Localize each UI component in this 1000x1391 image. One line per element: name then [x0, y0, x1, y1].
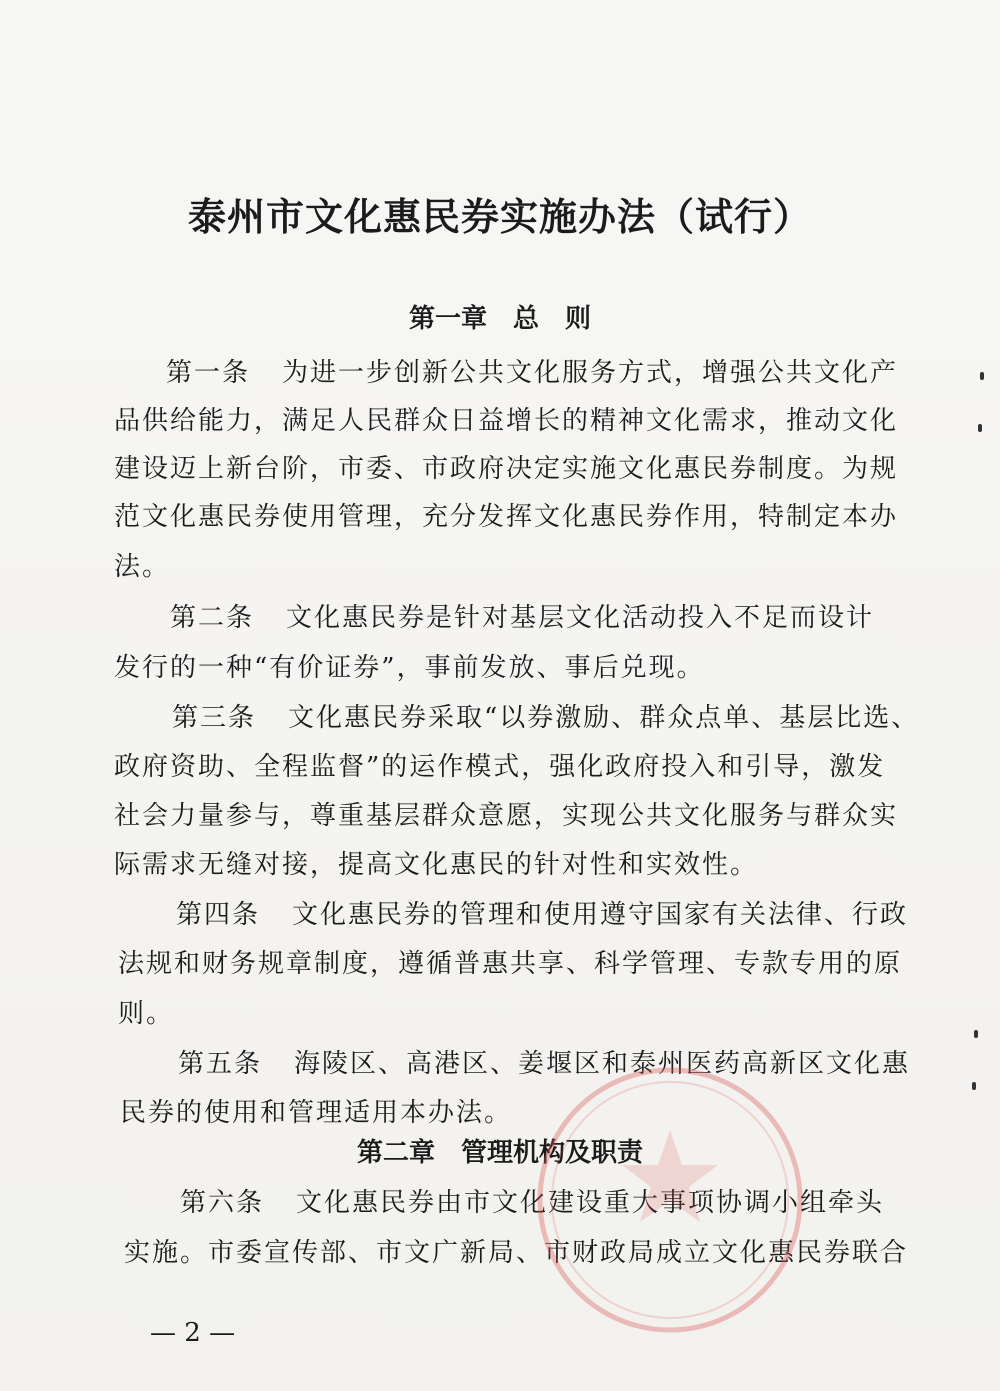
article-4-line-3: 则。 [118, 999, 175, 1029]
article-2-line-2: 发行的一种“有价证券”，事前发放、事后兑现。 [114, 653, 705, 683]
official-seal-stamp [520, 1060, 820, 1360]
page-number: — 2 — [150, 1318, 236, 1348]
article-6-text-1: 文化惠民券由市文化建设重大事项协调小组牵头 [296, 1188, 885, 1218]
margin-speck [978, 424, 982, 432]
article-6-label: 第六条 [180, 1188, 265, 1218]
article-5-text-1: 海陵区、高港区、姜堰区和泰州医药高新区文化惠 [294, 1049, 911, 1079]
chapter-1-heading: 第一章 总 则 [408, 304, 591, 334]
article-1-line-3: 建设迈上新台阶，市委、市政府决定实施文化惠民券制度。为规 [114, 454, 899, 484]
article-2-text-1: 文化惠民券是针对基层文化活动投入不足而设计 [286, 603, 875, 633]
article-3-text-1: 文化惠民券采取“以券激励、群众点单、基层比选、 [288, 703, 920, 733]
article-4-line-1 [176, 894, 908, 931]
chapter-2-heading: 第二章 管理机构及职责 [356, 1138, 643, 1168]
margin-speck [980, 372, 984, 380]
article-3-line-1 [172, 697, 919, 734]
margin-speck [974, 1030, 978, 1038]
article-2-label: 第二条 [170, 603, 255, 633]
article-3-line-4: 际需求无缝对接，提高文化惠民的针对性和实效性。 [114, 850, 759, 880]
article-1-line-4: 范文化惠民券使用管理，充分发挥文化惠民券作用，特制定本办 [114, 502, 899, 532]
article-4-text-1: 文化惠民券的管理和使用遵守国家有关法律、行政 [292, 900, 909, 930]
article-4-label: 第四条 [176, 900, 261, 930]
article-6-line-2: 实施。市委宣传部、市文广新局、市财政局成立文化惠民券联合 [124, 1238, 909, 1268]
document-title: 泰州市文化惠民券实施办法（试行） [187, 195, 812, 239]
article-1-line-2: 品供给能力，满足人民群众日益增长的精神文化需求，推动文化 [114, 406, 899, 436]
article-1-line-5: 法。 [114, 552, 171, 582]
article-5-label: 第五条 [178, 1049, 263, 1079]
article-3-line-3: 社会力量参与，尊重基层群众意愿，实现公共文化服务与群众实 [114, 801, 899, 831]
article-3-label: 第三条 [172, 703, 257, 733]
article-1-text-1: 为进一步创新公共文化服务方式，增强公共文化产 [282, 358, 899, 388]
article-1-label: 第一条 [166, 358, 251, 388]
article-1-line-1 [166, 352, 898, 389]
article-4-line-2: 法规和财务规章制度，遵循普惠共享、科学管理、专款专用的原 [118, 949, 903, 979]
article-2-line-1 [170, 597, 874, 634]
article-5-line-2: 民券的使用和管理适用本办法。 [120, 1098, 513, 1128]
article-3-line-2: 政府资助、全程监督”的运作模式，强化政府投入和引导，激发 [114, 752, 886, 782]
margin-speck [972, 1082, 976, 1090]
